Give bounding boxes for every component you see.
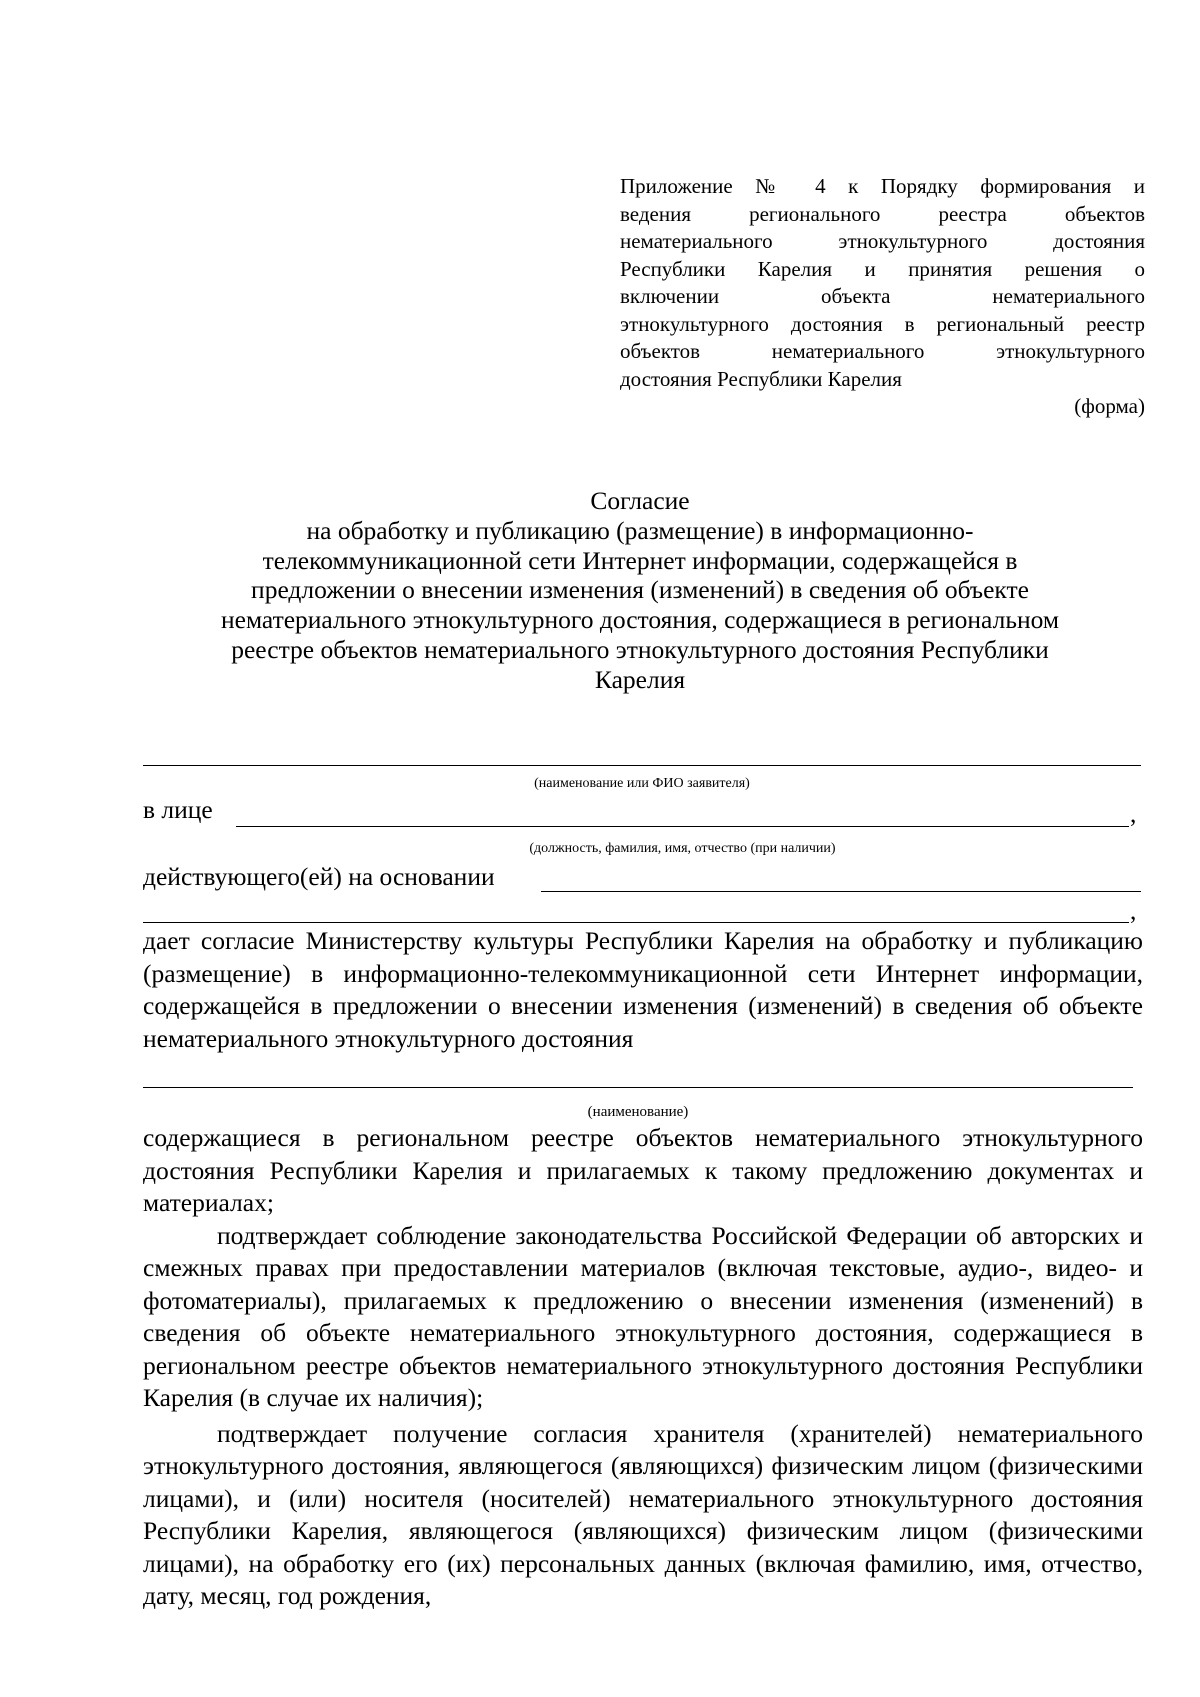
position-hint: (должность, фамилия, имя, отчество (при наличии): [529, 841, 836, 856]
appendix-line: нематериального этнокультурного достояния: [620, 229, 1145, 253]
acting-basis-field-continued[interactable]: [143, 922, 1129, 923]
paragraph-text: подтверждает получение согласия хранителя (хранителей) нематериального этнокультурного достояния, являющегося (являющихся) физическим лицом (физическими лицами), и (или) носителя (носителей) нематериального этнокультурного достояния Республики Карелия, являющегося (являющихся) физическим лицом (физическими лицами), на обработку его (их) персональных данных (включая фамилию, имя, отчество, дату, месяц, год рождения,: [143, 1418, 1143, 1610]
appendix-line: ведения регионального реестра объектов: [620, 201, 1145, 226]
appendix-line: Республики Карелия и принятия решения о: [620, 256, 1145, 281]
title-line: предложении о внесении изменения (изменений) в сведения об объекте: [251, 575, 1029, 605]
consent-body: [143, 1122, 1143, 1613]
representative-field[interactable]: [236, 826, 1129, 827]
title-line: реестре объектов нематериального этнокультурного достояния Республики: [231, 634, 1049, 664]
paragraph-text: дает согласие Министерству культуры Республики Карелия на обработку и публикацию (размещение) в информационно-телекоммуникационной сети Интернет информации, содержащейся в предложении о внесении изменения (изменений) в сведения об объекте нематериального этнокультурного достояния: [143, 926, 1143, 1053]
document-title: [140, 486, 1140, 695]
appendix-line: включении объекта нематериального: [620, 284, 1145, 308]
comma-punctuation: ,: [1130, 799, 1137, 828]
paragraph-text: содержащиеся в региональном реестре объектов нематериального этнокультурного достояния Республики Карелия и прилагаемых к такому предложению документах и материалах;: [143, 1123, 1143, 1217]
title-line: телекоммуникационной сети Интернет информации, содержащейся в: [262, 545, 1018, 575]
appendix-line: этнокультурного достояния в региональный реестр: [620, 311, 1145, 336]
heritage-object-name-field[interactable]: [143, 1087, 1133, 1088]
appendix-header: [620, 173, 1145, 393]
appendix-line: Приложение № 4 к Порядку формирования и: [620, 174, 1145, 198]
title-line: на обработку и публикацию (размещение) в информационно-: [306, 515, 974, 545]
title-line: нематериального этнокультурного достояния, содержащиеся в региональном: [220, 605, 1059, 635]
title-line: Карелия: [594, 664, 686, 694]
applicant-name-field[interactable]: [143, 765, 1141, 766]
appendix-line: достояния Республики Карелия: [620, 366, 902, 391]
form-label: (форма): [1074, 394, 1145, 418]
comma-punctuation: ,: [1130, 896, 1137, 925]
title-heading: Согласие: [590, 486, 690, 515]
paragraph-text: подтверждает соблюдение законодательства Российской Федерации об авторских и смежных правах при предоставлении материалов (включая текстовые, аудио-, видео- и фотоматериалы), прилагаемых к предложению о внесении изменения (изменений) в сведения об объекте нематериального этнокультурного достояния, содержащиеся в региональном реестре объектов нематериального этнокультурного достояния Республики Карелия (в случае их наличия);: [143, 1220, 1143, 1412]
represented-by-label: в лице: [143, 795, 213, 824]
appendix-line: объектов нематериального этнокультурного: [620, 339, 1145, 363]
name-hint: (наименование): [587, 1104, 689, 1120]
applicant-hint: (наименование или ФИО заявителя): [534, 776, 750, 791]
acting-basis-field[interactable]: [541, 891, 1141, 892]
consent-paragraph: [143, 925, 1143, 1055]
acting-basis-label: действующего(ей) на основании: [143, 862, 495, 891]
